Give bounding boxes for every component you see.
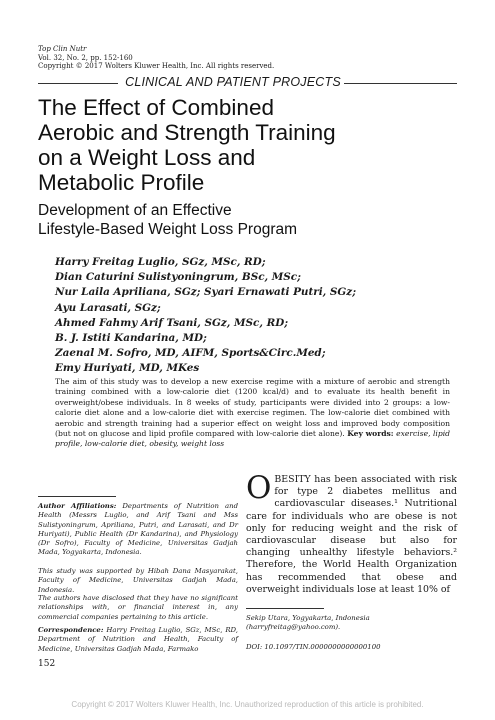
correspondence-label: Correspondence: <box>38 626 104 634</box>
article-title <box>38 95 458 195</box>
author-line: Emy Huriyati, MD, MKes <box>55 362 200 375</box>
journal-copyright: Copyright © 2017 Wolters Kluwer Health, Inc. All rights reserved. <box>38 62 275 70</box>
conflict-note: The authors have disclosed that they have no significant relationships with, or financial interest in, any commercial companies pertaining to this article. <box>38 594 238 621</box>
drop-cap: O <box>246 470 272 506</box>
correspondence-note <box>38 626 238 654</box>
section-rule-left <box>38 83 118 84</box>
footer-copyright: Copyright © 2017 Wolters Kluwer Health, Inc. Unauthorized reproduction of this article is prohibited. <box>71 700 424 709</box>
journal-name: Top Clin Nutr <box>38 45 87 53</box>
author-affiliations <box>38 502 238 558</box>
abstract-text: The aim of this study was to develop a new exercise regime with a mixture of aerobic and strength training combined with a low-calorie diet (1200 kcal/d) and to evaluate its health benefit in overweight/obese individuals. In 8 weeks of study, participants were divided into 2 groups: a low-calorie diet alone and a low-calorie diet with exercise regimen. The low-calorie diet combined with aerobic and strength training had a superior effect on weight loss and improved body composition (but not on glucose and lipid profile compared with low-calorie diet alone). <box>55 377 450 439</box>
author-line: Ayu Larasati, SGz; <box>55 301 161 314</box>
keywords-label: Key words: <box>347 429 394 439</box>
author-list <box>55 255 475 377</box>
correspondence-address: Sekip Utara, Yogyakarta, Indonesia (harryfreitag@yahoo.com). <box>246 614 370 632</box>
author-line: Nur Laila Apriliana, SGz; Syari Ernawati Putri, SGz; <box>55 286 357 299</box>
body-text: BESITY has been associated with risk for type 2 diabetes mellitus and cardiovascular diseases.¹ Nutritional care for individuals who are obese is not only for reducing weight and the risk of cardiovascular disease but also for changing unhealthy lifestyle behaviors.² Therefore, the World Health Organization has recommended that obese and overweight individuals lose at least 10% of <box>246 474 457 595</box>
title-line: Aerobic and Strength Training <box>38 120 336 145</box>
author-line: Dian Caturini Sulistyoningrum, BSc, MSc; <box>55 271 301 284</box>
journal-volume: Vol. 32, No. 2, pp. 152-160 <box>38 53 133 62</box>
notes-divider-right <box>246 608 324 609</box>
author-line: Harry Freitag Luglio, SGz, MSc, RD; <box>55 256 266 268</box>
correspondence-text: Harry Freitag Luglio, SGz, MSc, RD, Department of Nutrition and Health, Faculty of Medicine, Universitas Gadjah Mada, Farmako <box>38 626 238 653</box>
affiliations-label: Author Affiliations: <box>38 502 117 510</box>
subtitle-line: Development of an Effective <box>38 202 232 219</box>
notes-divider-left <box>38 496 116 497</box>
body-paragraph <box>246 470 457 596</box>
funding-note: This study was supported by Hibah Dana Masyarakat, Faculty of Medicine, Universitas Gadjah Mada, Indonesia. <box>38 567 238 594</box>
author-line: Zaenal M. Sofro, MD, AIFM, Sports&Circ.Med; <box>55 347 326 360</box>
page-number: 152 <box>38 659 56 669</box>
title-line: The Effect of Combined <box>38 95 274 120</box>
title-line: Metabolic Profile <box>38 170 205 195</box>
abstract <box>55 377 450 450</box>
author-line: B. J. Istiti Kandarina, MD; <box>55 332 207 345</box>
section-rule-right <box>344 83 457 84</box>
title-line: on a Weight Loss and <box>38 145 256 170</box>
doi: DOI: 10.1097/TIN.0000000000000100 <box>246 643 381 651</box>
subtitle-line: Lifestyle-Based Weight Loss Program <box>38 220 298 238</box>
author-line: Ahmed Fahmy Arif Tsani, SGz, MSc, RD; <box>55 316 289 329</box>
section-label: CLINICAL AND PATIENT PROJECTS <box>125 75 341 89</box>
article-subtitle <box>38 202 458 239</box>
keywords: exercise, lipid profile, low-calorie diet, obesity, weight loss <box>55 429 451 449</box>
affiliations-text: Departments of Nutrition and Health (Messrs Luglio, and Arif Tsani and Mss Sulistyoningrum, Apriliana, Putri, and Larasati, and Dr Huriyati), Public Health (Dr Kandarina), and Physiology (Dr Sofro), Faculty of Medicine, Universitas Gadjah Mada, Yogyakarta, Indonesia. <box>38 502 238 557</box>
